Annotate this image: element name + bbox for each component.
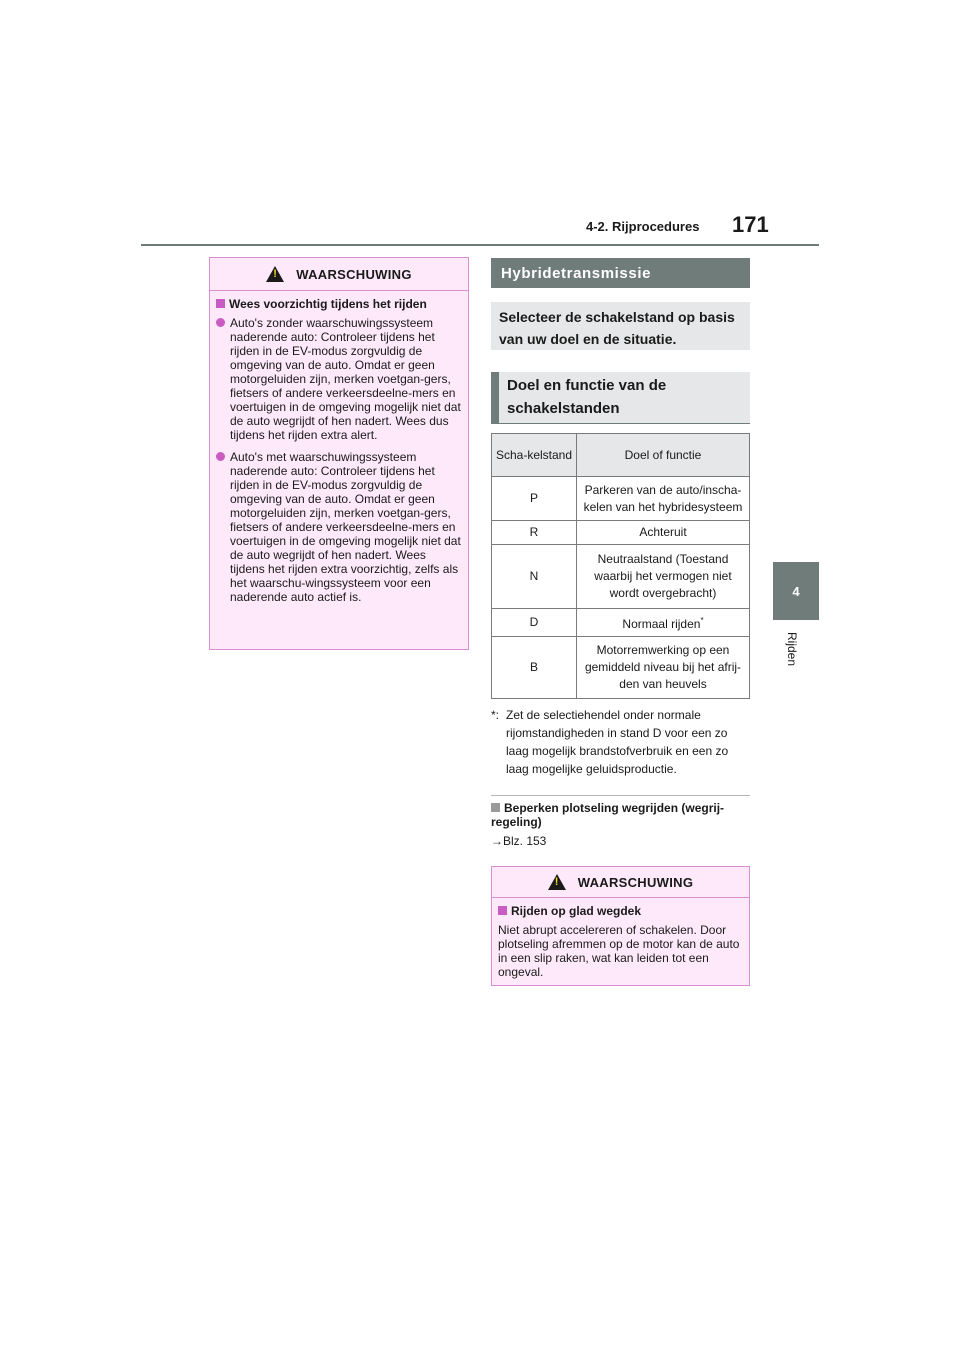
footnote-ref: * [700, 616, 704, 625]
footnote-text: Zet de selectiehendel onder normale rijomstandigheden in stand D voor een zo laag mogelijk brandstofverbruik en een zo laag mogelijke geluidsproductie. [506, 708, 729, 776]
limit-heading: Beperken plotseling wegrijden (wegrij-regeling) [491, 801, 725, 829]
gear-table [491, 433, 750, 699]
table-row [492, 545, 750, 609]
gear-function [577, 609, 750, 637]
round-bullet-icon [216, 318, 225, 327]
warning-heading: Wees voorzichtig tijdens het rijden [216, 297, 462, 311]
section-title: 4-2. Rijprocedures [586, 219, 700, 234]
table-row [492, 637, 750, 699]
square-bullet-icon [498, 906, 507, 915]
warning-bullet [216, 316, 462, 442]
warning-body [210, 291, 468, 618]
gear-position: N [492, 545, 577, 609]
gear-function: Neutraalstand (Toestand waarbij het vermogen niet wordt overgebracht) [577, 545, 750, 609]
table-row [492, 609, 750, 637]
table-header-function: Doel of functie [577, 434, 750, 477]
warning-title: WAARSCHUWING [296, 266, 412, 282]
gear-position: R [492, 521, 577, 545]
warning-heading: Rijden op glad wegdek [498, 904, 743, 918]
warning-header [492, 867, 749, 898]
warning-triangle-icon [266, 266, 284, 282]
gear-position: P [492, 477, 577, 521]
chapter-tab: 4 [773, 562, 819, 620]
gear-function-text: Normaal rijden [622, 617, 701, 631]
warning-body [492, 898, 749, 985]
gear-position: D [492, 609, 577, 637]
warning-bullet [216, 450, 462, 604]
warning-triangle-icon [548, 874, 566, 890]
gear-function: Achteruit [577, 521, 750, 545]
warning-bullet-text: Auto's met waarschuwingssysteem naderende auto: Controleer tijdens het rijden in de EV-modus zorgvuldig de omgeving van de auto. Omdat er geen motorgeluiden zijn, merken voetgan-gers, fietsers of andere verkeersdeelne-mers en voertuigen in de omgeving mogelijk niet dat de auto wegrijdt of hen nadert. Wees tijdens het rijden extra voorzichtig, zelfs als het waarschu-wingssysteem voor een naderende auto actief is. [230, 450, 461, 604]
purpose-rule [491, 423, 750, 424]
purpose-title: Doel en functie van de schakelstanden [491, 372, 750, 424]
chapter-label-text: Rijden [785, 632, 799, 667]
select-instruction: Selecteer de schakelstand op basis van uw doel en de situatie. [491, 302, 750, 350]
gear-position: B [492, 637, 577, 699]
warning-box-right [491, 866, 750, 986]
gear-function: Parkeren van de auto/inscha-kelen van het hybridesysteem [577, 477, 750, 521]
warning-text: Niet abrupt accelereren of schakelen. Door plotseling afremmen op de motor kan de auto in een slip raken, wat kan leiden tot een ongeval. [498, 923, 740, 979]
footnote-mark: *: [491, 708, 500, 722]
square-bullet-icon [491, 803, 500, 812]
separator-rule [491, 795, 750, 796]
footnote [491, 706, 751, 778]
chapter-label [775, 632, 819, 692]
table-header-position: Scha-kelstand [492, 434, 577, 477]
warning-bullet-text: Auto's zonder waarschuwingssysteem naderende auto: Controleer tijdens het rijden in de EV-modus zorgvuldig de omgeving van de auto. Omdat er geen motorgeluiden zijn, merken voetgan-gers, fietsers of andere verkeersdeelne-mers en voertuigen in de omgeving mogelijk niet dat de auto wegrijdt of hen nadert. Wees dus tijdens het rijden extra alert. [230, 316, 461, 442]
round-bullet-icon [216, 452, 225, 461]
square-bullet-icon [216, 299, 225, 308]
warning-box-left [209, 257, 469, 650]
page-reference: →Blz. 153 [491, 834, 547, 848]
header-rule [141, 244, 819, 246]
page-number: 171 [732, 212, 769, 237]
warning-title: WAARSCHUWING [577, 874, 694, 890]
table-row [492, 477, 750, 521]
table-row [492, 521, 750, 545]
table-header-row [492, 434, 750, 477]
warning-header [210, 258, 468, 291]
hybrid-section-title: Hybridetransmissie [491, 258, 750, 288]
gear-function: Motorremwerking op een gemiddeld niveau bij het afrij-den van heuvels [577, 637, 750, 699]
